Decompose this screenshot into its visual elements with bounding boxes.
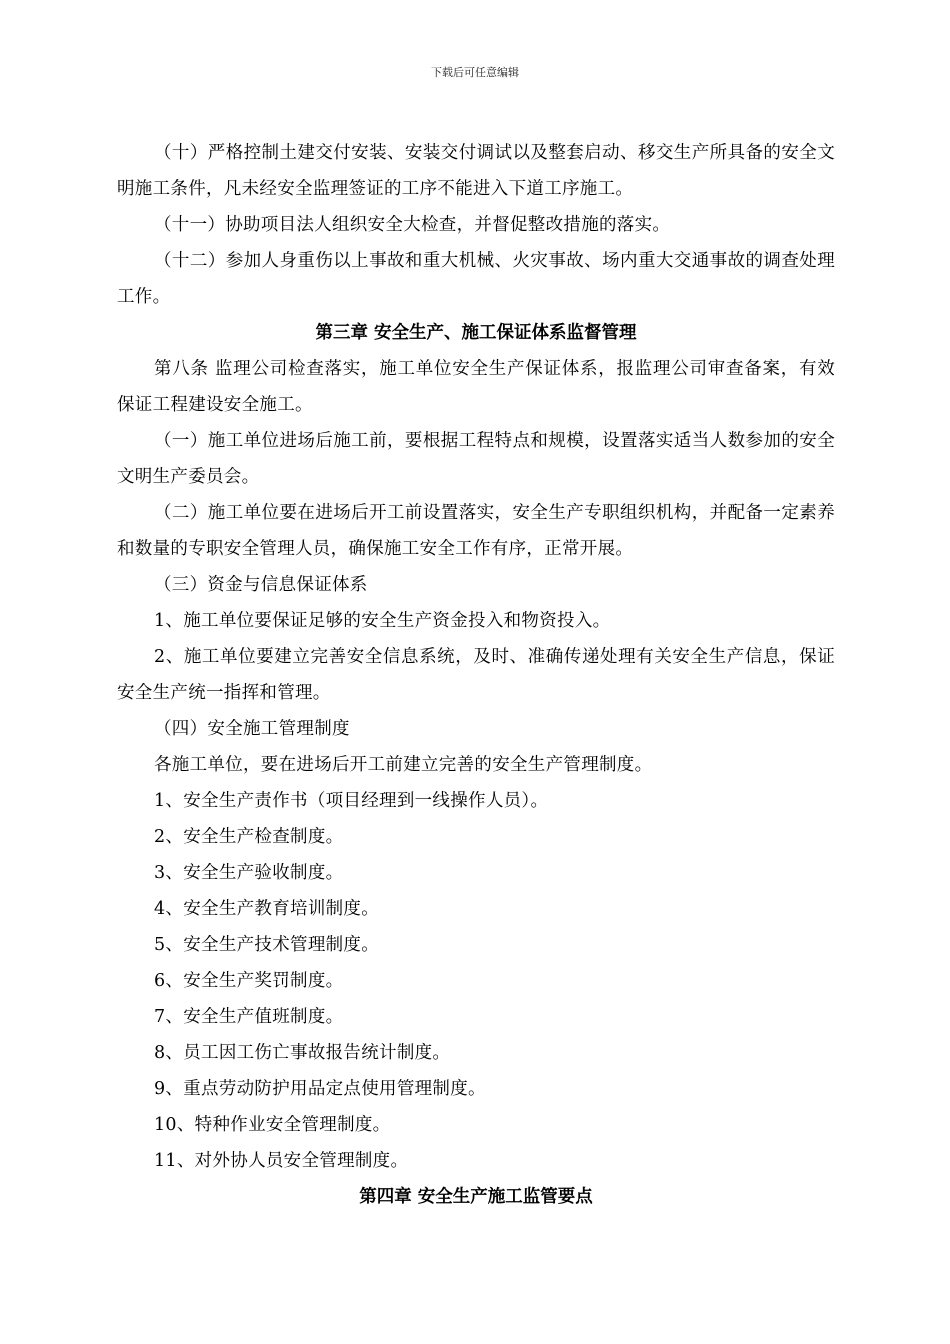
list-item: 8、员工因工伤亡事故报告统计制度。	[154, 1043, 451, 1063]
list-item: 7、安全生产值班制度。	[154, 1007, 344, 1027]
list-item: 5、安全生产技术管理制度。	[154, 935, 380, 955]
paragraph: （十）严格控制土建交付安装、安装交付调试以及整套启动、移交生产所具备的安全文明施工条件，凡未经安全监理签证的工序不能进入下道工序施工。	[117, 143, 835, 199]
list-item: 6、安全生产奖罚制度。	[154, 971, 344, 991]
list-item: 2、安全生产检查制度。	[154, 827, 344, 847]
list-item: 11、对外协人员安全管理制度。	[154, 1151, 409, 1171]
list-item: 10、特种作业安全管理制度。	[154, 1115, 391, 1135]
list-item: 2、施工单位要建立完善安全信息系统，及时、准确传递处理有关安全生产信息，保证安全生产统一指挥和管理。	[117, 647, 835, 703]
paragraph: （二）施工单位要在进场后开工前设置落实，安全生产专职组织机构，并配备一定素养和数量的专职安全管理人员，确保施工安全工作有序，正常开展。	[117, 503, 835, 559]
list-item: 9、重点劳动防护用品定点使用管理制度。	[154, 1079, 486, 1099]
paragraph: （十一）协助项目法人组织安全大检查，并督促整改措施的落实。	[154, 215, 671, 235]
paragraph: 各施工单位，要在进场后开工前建立完善的安全生产管理制度。	[154, 755, 653, 775]
paragraph: （四）安全施工管理制度	[154, 719, 350, 739]
list-item: 1、安全生产责作书（项目经理到一线操作人员）。	[154, 791, 549, 811]
paragraph: （三）资金与信息保证体系	[154, 575, 368, 595]
document-body	[117, 135, 835, 1215]
list-item: 3、安全生产验收制度。	[154, 863, 344, 883]
page-header: 下载后可任意编辑	[431, 66, 519, 79]
paragraph: （一）施工单位进场后施工前，要根据工程特点和规模，设置落实适当人数参加的安全文明生产委员会。	[117, 431, 835, 487]
list-item: 4、安全生产教育培训制度。	[154, 899, 380, 919]
list-item: 1、施工单位要保证足够的安全生产资金投入和物资投入。	[154, 611, 611, 631]
chapter-heading: 第三章 安全生产、施工保证体系监督管理	[315, 323, 637, 343]
chapter-heading: 第四章 安全生产施工监管要点	[359, 1187, 593, 1207]
paragraph: 第八条 监理公司检查落实，施工单位安全生产保证体系，报监理公司审查备案，有效保证工程建设安全施工。	[117, 359, 835, 415]
paragraph: （十二）参加人身重伤以上事故和重大机械、火灾事故、场内重大交通事故的调查处理工作。	[117, 251, 835, 307]
